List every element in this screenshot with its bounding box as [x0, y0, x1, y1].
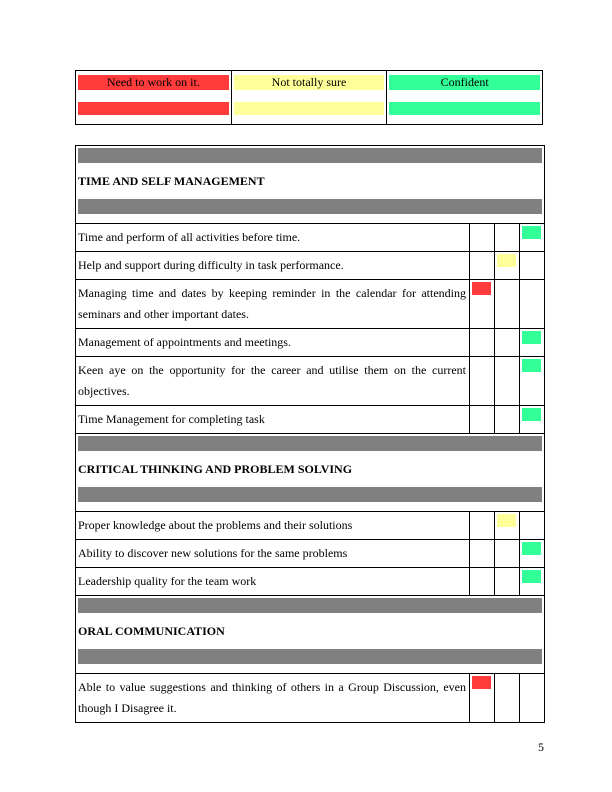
skill-description: Keen aye on the opportunity for the career and utilise them on the current objectives.	[76, 357, 470, 406]
rating-cell-red[interactable]	[470, 568, 495, 596]
rating-cell-yellow[interactable]	[495, 568, 520, 596]
skill-description: Managing time and dates by keeping reminder in the calendar for attending seminars and other important dates.	[76, 280, 470, 329]
rating-cell-red[interactable]	[470, 406, 495, 434]
table-row	[76, 224, 545, 252]
rating-cell-green[interactable]	[520, 252, 545, 280]
legend-swatch-yellow	[234, 102, 385, 115]
skill-description: Management of appointments and meetings.	[76, 329, 470, 357]
legend-swatch-green	[389, 102, 540, 115]
section-header-row	[76, 146, 545, 224]
rating-cell-red[interactable]	[470, 224, 495, 252]
table-row	[76, 512, 545, 540]
rating-mark-green	[522, 408, 541, 421]
rating-cell-green[interactable]	[520, 357, 545, 406]
page-number: 5	[538, 740, 544, 754]
rating-cell-green[interactable]	[520, 512, 545, 540]
rating-mark-green	[522, 226, 541, 239]
rating-cell-yellow[interactable]	[495, 406, 520, 434]
rating-cell-green[interactable]	[520, 329, 545, 357]
rating-cell-red[interactable]	[470, 252, 495, 280]
section-bottom-bar	[78, 487, 542, 502]
rating-cell-yellow[interactable]	[495, 329, 520, 357]
rating-cell-yellow[interactable]	[495, 674, 520, 723]
legend-label-yellow: Not totally sure	[234, 75, 385, 90]
skill-description: Able to value suggestions and thinking of others in a Group Discussion, even though I Disagree it.	[76, 674, 470, 723]
table-row	[76, 357, 545, 406]
rating-mark-red	[472, 676, 491, 689]
rating-cell-yellow[interactable]	[495, 280, 520, 329]
rating-mark-red	[472, 282, 491, 295]
skill-description: Time and perform of all activities before time.	[76, 224, 470, 252]
section-title: ORAL COMMUNICATION	[78, 624, 225, 638]
section-bottom-bar	[78, 199, 542, 214]
skills-table	[75, 145, 545, 723]
legend-green	[387, 71, 542, 124]
legend-yellow	[232, 71, 388, 124]
section-header	[76, 434, 545, 512]
section-header-row	[76, 434, 545, 512]
rating-cell-yellow[interactable]	[495, 224, 520, 252]
legend-label-red: Need to work on it.	[78, 75, 229, 90]
skill-description: Proper knowledge about the problems and their solutions	[76, 512, 470, 540]
section-header	[76, 596, 545, 674]
rating-cell-green[interactable]	[520, 568, 545, 596]
section-title: TIME AND SELF MANAGEMENT	[78, 174, 265, 188]
section-top-bar	[78, 148, 542, 163]
skill-description: Leadership quality for the team work	[76, 568, 470, 596]
rating-mark-green	[522, 570, 541, 583]
rating-cell-red[interactable]	[470, 280, 495, 329]
section-title: CRITICAL THINKING AND PROBLEM SOLVING	[78, 462, 353, 476]
rating-cell-red[interactable]	[470, 329, 495, 357]
section-header	[76, 146, 545, 224]
rating-cell-yellow[interactable]	[495, 512, 520, 540]
rating-cell-green[interactable]	[520, 540, 545, 568]
table-row	[76, 674, 545, 723]
rating-mark-yellow	[497, 254, 516, 267]
rating-cell-red[interactable]	[470, 540, 495, 568]
rating-cell-red[interactable]	[470, 674, 495, 723]
legend-red	[76, 71, 232, 124]
color-legend	[75, 70, 543, 125]
rating-cell-red[interactable]	[470, 512, 495, 540]
skill-description: Help and support during difficulty in task performance.	[76, 252, 470, 280]
table-row	[76, 568, 545, 596]
rating-cell-green[interactable]	[520, 674, 545, 723]
rating-cell-yellow[interactable]	[495, 540, 520, 568]
section-header-row	[76, 596, 545, 674]
rating-mark-green	[522, 331, 541, 344]
table-row	[76, 329, 545, 357]
skill-description: Ability to discover new solutions for the same problems	[76, 540, 470, 568]
section-bottom-bar	[78, 649, 542, 664]
table-row	[76, 540, 545, 568]
rating-mark-yellow	[497, 514, 516, 527]
rating-cell-red[interactable]	[470, 357, 495, 406]
rating-cell-green[interactable]	[520, 224, 545, 252]
table-row	[76, 252, 545, 280]
table-row	[76, 406, 545, 434]
skill-description: Time Management for completing task	[76, 406, 470, 434]
rating-cell-yellow[interactable]	[495, 252, 520, 280]
legend-label-green: Confident	[389, 75, 540, 90]
rating-cell-green[interactable]	[520, 280, 545, 329]
rating-cell-yellow[interactable]	[495, 357, 520, 406]
rating-cell-green[interactable]	[520, 406, 545, 434]
rating-mark-green	[522, 359, 541, 372]
legend-swatch-red	[78, 102, 229, 115]
section-top-bar	[78, 598, 542, 613]
rating-mark-green	[522, 542, 541, 555]
section-top-bar	[78, 436, 542, 451]
table-row	[76, 280, 545, 329]
